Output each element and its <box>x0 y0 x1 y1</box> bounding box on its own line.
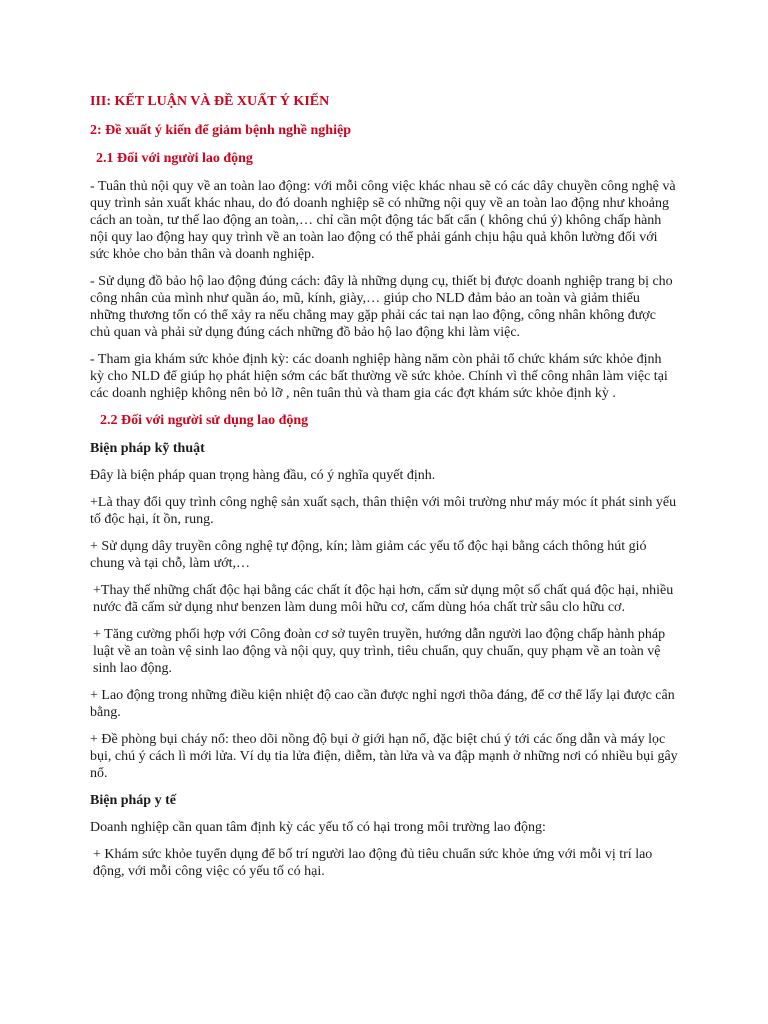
medical-intro: Doanh nghiệp cần quan tâm định kỳ các yếu tố có hại trong môi trường lao động: <box>90 820 546 835</box>
technical-item: +Là thay đổi quy trình công nghệ sản xuất sạch, thân thiện với môi trường như máy móc ít phát sinh yếu tố độc hại, ít ồn, rung. <box>90 495 677 527</box>
technical-item: + Sử dụng dây truyền công nghệ tự động, kín; làm giảm các yếu tố độc hại bằng cách thông hút gió chung và tại chỗ, làm ướt,… <box>90 539 647 571</box>
technical-item: + Lao động trong những điều kiện nhiệt độ cao cần được nghỉ ngơi thõa đáng, để cơ thể lấy lại được cân bằng. <box>90 688 675 720</box>
paragraph: - Tuân thủ nội quy về an toàn lao động: với mỗi công việc khác nhau sẽ có các dây chuyền công nghệ và quy trình sản xuất khác nhau, do đó doanh nghiệp sẽ có những nội quy về an toàn lao động như khoảng cách an toàn, tư thế lao động an toàn,… chỉ cần một động tác bất cẩn ( không chú ý) không chấp hành nội quy lao động hay quy trình về an toàn lao động có thể phải gánh chịu hậu quả khôn lường đối với sức khỏe cho bản thân và doanh nghiệp. <box>90 179 676 262</box>
technical-item: + Đề phòng bụi cháy nổ: theo dõi nồng độ bụi ở giới hạn nổ, đặc biệt chú ý tới các ống dẫn và máy lọc bụi, chú ý cách lì mới lửa. Ví dụ tia lửa điện, diễm, tàn lửa và va đập mạnh ở những nơi có nhiều bụi gây nổ. <box>90 732 678 781</box>
medical-measures-label: Biện pháp y tế <box>90 793 176 808</box>
paragraph: - Sử dụng đồ bảo hộ lao động đúng cách: đây là những dụng cụ, thiết bị được doanh nghiệp trang bị cho công nhân của mình như quần áo, mũ, kính, giày,… giúp cho NLD đảm bảo an toàn và giảm thiểu những thương tổn có thể xảy ra nếu chẳng may gặp phải các tai nạn lao động, công nhân không được chủ quan và phải sử dụng đúng cách những đồ bảo hộ lao động khi làm việc. <box>90 274 673 340</box>
technical-item: +Thay thế những chất độc hại bằng các chất ít độc hại hơn, cấm sử dụng một số chất quá độc hại, nhiều nước đã cấm sử dụng như benzen làm dung môi hữu cơ, cấm dùng hóa chất trừ sâu clo hữu cơ. <box>93 583 674 615</box>
medical-item: + Khám sức khỏe tuyển dụng để bố trí người lao động đủ tiêu chuẩn sức khỏe ứng với mỗi vị trí lao động, với mỗi công việc có yếu tố có hại. <box>93 847 653 879</box>
subsection-title: 2: Đề xuất ý kiến để giảm bệnh nghề nghiệp <box>90 123 351 138</box>
part2-title: 2.2 Đối với người sử dụng lao động <box>100 413 309 428</box>
technical-item: + Tăng cường phối hợp với Công đoàn cơ sở tuyên truyền, hướng dẫn người lao động chấp hành pháp luật về an toàn vệ sinh lao động và nội quy, quy trình, tiêu chuẩn, quy chuẩn, quy phạm về an toàn vệ sinh lao động. <box>93 627 666 676</box>
technical-measures-label: Biện pháp kỹ thuật <box>90 441 205 456</box>
paragraph: - Tham gia khám sức khỏe định kỳ: các doanh nghiệp hàng năm còn phải tổ chức khám sức khỏe định kỳ cho NLD để giúp họ phát hiện sớm các bất thường về sức khỏe. Chính vì thế công nhân làm việc tại các doanh nghiệp không nên bỏ lỡ , nên tuân thủ và tham gia các đợt khám sức khỏe định kỳ . <box>90 352 668 401</box>
part1-title: 2.1 Đối với người lao động <box>96 151 253 166</box>
section-title: III: KẾT LUẬN VÀ ĐỀ XUẤT Ý KIẾN <box>90 94 330 109</box>
technical-intro: Đây là biện pháp quan trọng hàng đầu, có ý nghĩa quyết định. <box>90 468 436 483</box>
